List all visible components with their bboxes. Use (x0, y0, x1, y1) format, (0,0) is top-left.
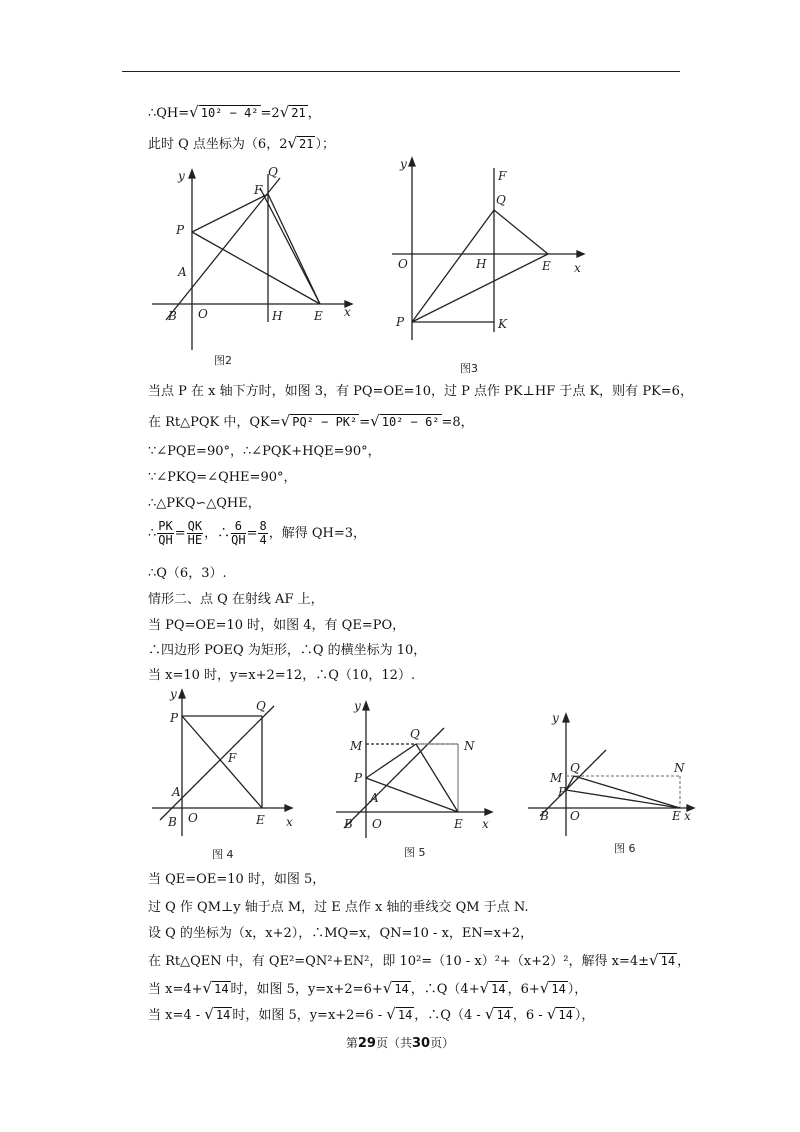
numerator: 8 (259, 519, 267, 533)
figure-caption: 图2 (214, 354, 232, 367)
figure-caption: 图 6 (614, 842, 636, 855)
denominator: 4 (259, 533, 267, 547)
radical-sign: √ (386, 1005, 396, 1023)
footer-text: 第 (345, 1036, 358, 1050)
radical-sign: √ (370, 412, 380, 430)
radical-sign: √ (649, 951, 659, 969)
text-span: 此时 Q 点坐标为（6，2 (148, 137, 288, 152)
figure-caption: 图 4 (212, 848, 234, 861)
text-line: 当点 P 在 x 轴下方时，如图 3，有 PQ=OE=10，过 P 点作 PK⊥HF 于点 K，则有 PK=6， (148, 384, 693, 399)
label-q: Q (268, 165, 278, 179)
line-pe (566, 790, 680, 808)
text-span: 在 Rt△QEN 中，有 QE²=QN²+EN²，即 10²=（10 - x）²+（x+2）²，解得 x=4± (148, 954, 650, 969)
figure-2 (148, 162, 360, 376)
radical-sign: √ (479, 979, 490, 997)
line-qe (494, 210, 548, 254)
x-arrow (485, 809, 492, 815)
text-span: ，∴Q（4 - (414, 1008, 485, 1023)
radicand: 14 (214, 982, 229, 996)
label-q: Q (256, 699, 266, 713)
label-x: x (684, 809, 691, 823)
footer-text: 页（共 (375, 1036, 412, 1050)
text-line-q-coord (148, 135, 335, 153)
text-span: ， (677, 954, 691, 969)
text-line: ∴Q（6，3）. (148, 566, 227, 581)
line-qe (416, 744, 458, 812)
denominator: QH (158, 533, 173, 547)
radicand: 10² − 6² (381, 415, 440, 429)
text-span: 在 Rt△PQK 中，QK= (148, 415, 281, 430)
text-line: 当 QE=OE=10 时，如图 5， (148, 872, 326, 887)
label-p: P (558, 785, 567, 799)
text-span: ，6 - (512, 1008, 547, 1023)
label-e: E (672, 809, 681, 823)
text-span: = (359, 415, 371, 430)
label-q: Q (410, 727, 420, 741)
text-line-solve (148, 952, 690, 970)
text-line: 设 Q 的坐标为（x，x+2），∴MQ=x，QN=10 - x，EN=x+2， (148, 926, 534, 941)
text-line: ∴四边形 POEQ 为矩形，∴Q 的横坐标为 10， (148, 643, 427, 658)
label-y: y (178, 169, 185, 183)
label-p: P (176, 223, 185, 237)
label-x: x (574, 261, 581, 275)
figure-6 (522, 710, 702, 860)
line-qe (574, 776, 680, 808)
label-q: Q (570, 761, 580, 775)
line-pe (366, 778, 458, 812)
text-span: 当 x=4+ (148, 982, 203, 997)
radical-sign: √ (189, 103, 199, 121)
text-span: ）； (315, 137, 335, 152)
label-h: H (272, 309, 283, 323)
page-footer (0, 1034, 800, 1051)
line-pq (366, 744, 416, 778)
label-o: O (188, 811, 198, 825)
text-line-case-plus (148, 980, 587, 998)
radicand: 21 (291, 106, 306, 120)
label-e: E (314, 309, 323, 323)
text-line: 当 PQ=OE=10 时，如图 4，有 QE=PO， (148, 618, 406, 633)
label-p: P (170, 711, 179, 725)
header-rule (122, 71, 680, 72)
figure-3 (392, 152, 592, 378)
text-span: ，6+ (507, 982, 540, 997)
numerator: QK (187, 519, 203, 533)
y-arrow (363, 702, 369, 710)
label-p: P (396, 315, 405, 329)
radicand: 14 (660, 954, 676, 968)
radicand: 14 (491, 982, 506, 996)
radical-sign: √ (287, 134, 298, 152)
text-line-qk (148, 413, 474, 431)
y-arrow (179, 690, 185, 698)
label-y: y (354, 699, 361, 713)
fraction (231, 520, 245, 547)
figure-4 (148, 686, 298, 866)
label-q: Q (496, 193, 506, 207)
radicand: 14 (558, 1008, 573, 1022)
y-arrow (189, 170, 195, 178)
fraction (157, 520, 173, 547)
label-a: A (178, 265, 187, 279)
text-line-qh (148, 104, 321, 122)
text-span: ，∴Q（4+ (410, 982, 480, 997)
radical-sign: √ (280, 412, 291, 430)
text-span: ，解得 QH=3， (268, 526, 366, 541)
label-o: O (570, 809, 580, 823)
figure-5 (330, 698, 500, 868)
label-y: y (170, 687, 177, 701)
radicand: 14 (496, 1008, 511, 1022)
x-arrow (285, 805, 292, 811)
text-span: ∴QH= (148, 106, 190, 121)
text-span: = (174, 526, 186, 541)
page-number: 29 (357, 1036, 376, 1051)
text-span: ）， (567, 982, 588, 997)
text-span: =8， (441, 415, 474, 430)
radicand: PQ² − PK² (292, 415, 358, 429)
radical-sign: √ (382, 979, 393, 997)
label-p: P (354, 771, 363, 785)
y-arrow (409, 158, 415, 166)
text-span: 时，如图 5，y=x+2=6+ (230, 982, 383, 997)
footer-text: 页） (430, 1036, 455, 1050)
text-line-case-minus (148, 1006, 594, 1024)
label-a: A (172, 785, 181, 799)
radical-sign: √ (202, 979, 213, 997)
label-x: x (482, 817, 489, 831)
figure-caption: 图 5 (404, 846, 426, 859)
label-y: y (552, 711, 559, 725)
label-e: E (256, 813, 265, 827)
radical-sign: √ (484, 1005, 495, 1023)
label-f: F (254, 183, 263, 197)
label-e: E (542, 259, 551, 273)
fraction (187, 520, 203, 547)
line-pq (192, 194, 268, 232)
y-arrow (563, 714, 569, 722)
numerator: PK (158, 519, 173, 533)
label-x: x (344, 305, 351, 319)
label-b: B (168, 815, 177, 829)
radicand: 14 (394, 982, 409, 996)
label-n: N (674, 761, 685, 775)
radical-sign: √ (539, 979, 550, 997)
label-n: N (464, 739, 475, 753)
radicand: 21 (299, 137, 314, 151)
text-span: 当 x=4 - (148, 1008, 205, 1023)
text-line: ∵∠PQE=90°，∴∠PQK+HQE=90°， (148, 444, 381, 459)
fraction (258, 520, 267, 547)
label-e: E (454, 817, 463, 831)
label-y: y (400, 157, 407, 171)
label-o: O (372, 817, 382, 831)
denominator: HE (187, 533, 203, 547)
radical-sign: √ (546, 1005, 557, 1023)
label-f: F (228, 751, 237, 765)
label-x: x (286, 815, 293, 829)
x-arrow (577, 251, 584, 257)
text-line: 过 Q 作 QM⊥y 轴于点 M，过 E 点作 x 轴的垂线交 QM 于点 N. (148, 900, 529, 915)
label-h: H (476, 257, 487, 271)
radicand: 14 (551, 982, 566, 996)
label-a: A (370, 791, 379, 805)
label-o: O (398, 257, 408, 271)
text-span: = (246, 526, 258, 541)
text-line-fractions (148, 519, 366, 549)
radicand: 14 (397, 1008, 413, 1022)
denominator: QH (231, 533, 246, 547)
label-m: M (350, 739, 363, 753)
text-line: 当 x=10 时，y=x+2=12，∴Q（10，12）. (148, 668, 416, 683)
text-span: ，∴ (204, 526, 231, 541)
radicand: 10² − 4² (200, 106, 259, 120)
radical-sign: √ (279, 103, 290, 121)
radicand: 14 (215, 1008, 231, 1022)
label-b: B (168, 309, 177, 323)
text-span: ）， (574, 1008, 595, 1023)
figure-caption: 图3 (460, 362, 478, 375)
text-line: 情形二、点 Q 在射线 AF 上， (148, 592, 324, 607)
text-span: ， (307, 106, 321, 121)
label-o: O (198, 307, 208, 321)
label-b: B (344, 817, 353, 831)
text-span: ∴ (148, 526, 157, 541)
text-span: =2 (260, 106, 280, 121)
label-m: M (550, 771, 563, 785)
radical-sign: √ (204, 1005, 214, 1023)
label-b: B (540, 809, 549, 823)
text-line: ∴△PKQ∽△QHE， (148, 496, 261, 511)
line-qe (268, 194, 320, 304)
text-line: ∵∠PKQ=∠QHE=90°， (148, 470, 297, 485)
total-pages: 30 (412, 1036, 431, 1051)
label-k: K (498, 317, 507, 331)
text-span: 时，如图 5，y=x+2=6 - (232, 1008, 387, 1023)
numerator: 6 (231, 520, 245, 534)
label-f: F (498, 169, 507, 183)
